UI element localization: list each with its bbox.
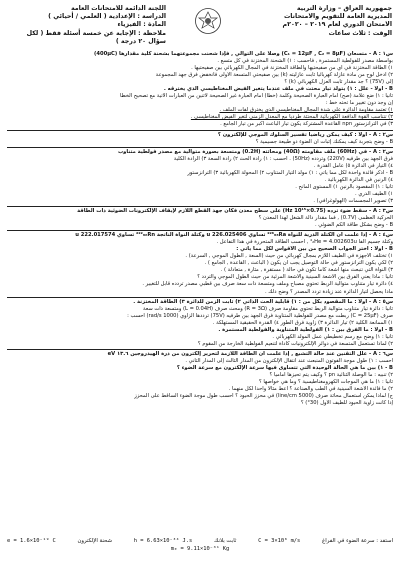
question-line: إن وجد دون تغيير ما تحته خط : — [325, 100, 393, 107]
header-line: ملاحظة : الإجابة عن خمسة أسئلة فقط ( لكل سؤال ٢٠ درجة ) — [26, 29, 166, 45]
divider — [7, 230, 393, 231]
question-line: صرف (C = 25μF) ربطت مع مصدر للفولطية المتناوبة فرق الجهد بين طرفيه (75V) ترددها الزاوي (1000 rad/s) احسب : — [127, 312, 393, 319]
constant-planck: h = 6.63×10⁻³⁴ J.s — [133, 538, 193, 544]
question-line: ٣) النواة التي تنبعث منها أشعة كاما تكون في حالة ( مستقرة , مثارة , متعادلة ) . — [220, 267, 393, 274]
header-line: الامتحان الدوري لعام ٢٠١٩ – ٢٠٢٠م — [282, 21, 392, 29]
constant-electron-mass: mₑ = 9.11×10⁻³¹ Kg — [170, 545, 230, 552]
constants-intro: استفد : سرعة الضوء في الفراغ — [322, 538, 393, 544]
header-line: المادة : الفيزياء — [117, 21, 166, 29]
question-line: ماذا يحصل لتيار الدائرة عند زيادة تردد المصدر ؟ وضح ذلك . — [264, 288, 393, 295]
header-line: الوقت : ثلاث ساعات — [328, 29, 392, 37]
question-line: ٢) لكي يكون الترانزستور في حالة التوصيل يجب أن يكون ( الباعث , القاعدة , الجامع ) . — [204, 260, 393, 267]
question-line: ٣) تصوير المجسمات (الهولوغرافي) . — [313, 197, 393, 204]
question-line: وكتلة جسيم ألفا ⁴₂He = 4.002603u , احسب الطاقة المتحررة في هذا التفاعل . — [216, 239, 393, 246]
question-line: ١) تختلف الأجهزة في الطيف اللازم بمجال كهربائي من حيث (السعة , الطول الموجي , السرعة) . — [185, 253, 393, 260]
question-line: احسب : ١) طول موجة الفوتون المنبعث عند انتقال الإلكترون من المدار الثالث إلى المدار الثاني . — [185, 357, 393, 364]
header-ministry-block — [242, 5, 392, 38]
question-line: B - أولاً - علل : ١) يتولد تيار محتث في ملف عندما يتغير الفيض المغناطيسي الذي يخترقه . — [163, 86, 393, 93]
question-line: B - وضح بتجربة كيف يمكنك إثبات أن الضوء ذو طبيعة جسيمية ؟ — [255, 138, 393, 145]
exam-questions — [7, 51, 393, 407]
divider — [7, 130, 393, 131]
question-line: ١) الطاقة المختزنة في أي من صفيحتيها والطاقة المختزنة في المجال الكهربائي بين صفيحتيها . — [191, 65, 393, 72]
constant-speed-of-light: C = 3×10⁸ m/s — [258, 538, 301, 544]
question-line: س٢ : A - في (60Hz) ملف مقاومته (40Ω) ومحاثته (0.2H) ومتسعة بصورة متوالية مع مصدر فولطية متناوب — [117, 148, 393, 155]
question-line: ثانياً : ١) ضع علامة (صح) أمام العبارة الصحيحة وكلمة (خطأ) أمام العبارة غير الصحيحة لاثنين من العبارات الآتية مع تصحيح الخطأ — [119, 93, 393, 100]
question-line: ثانياً : ١) المقصود بالرنين ١) المستوى المانح . — [295, 183, 393, 190]
question-line: الحركية العظمى (0.7V) , فما مقدار دالة الشغل لهذا المعدن ؟ — [258, 215, 393, 222]
constant-label: شحنة الإلكترون — [77, 538, 113, 544]
constants-footer — [7, 538, 393, 553]
question-line: B - أولاً : ما الفرق بين : ١) الفولطية المتناوبة والفولطية المستمرة . — [218, 326, 393, 333]
question-line: س٦ : A - علل التقنين عند حالة التشبع , إذا علمت أن الطاقة اللازمة لتحرير إلكترون من ذرة الهيدروجين ١٣.٦ eV — [107, 350, 393, 357]
constants-row — [7, 538, 393, 546]
constant-electron-charge: e = 1.6×10⁻¹⁹ C — [7, 538, 56, 544]
question-line: س٢ : A - أولاً : كيف يمكن رياضياً تفسير السلوك الموجي للإلكترون ؟ — [217, 131, 393, 138]
question-line: ج) لماذا يمكن استعمال محاثة صرف (5000 line/cm) في محزز الحيود ؟ احسب طول موجة الضوء الساقط على المحزز — [134, 393, 393, 400]
question-line: ٤) دائرة تيار متناوب متوالية الربط تحتوي مصباح وملف ومتسعة ذات سعة صرف بين قطبي مصدر تردده قابل للتغيير . — [142, 281, 393, 288]
question-line: س٤ : A - إذا علمت أن الكتلة الذرية للنواة ²²⁶₈₈Ra تساوي 226.025406 u وكتلة النواة الناتجة ²²²₈₆Rn تساوي 222.017574 u — [75, 232, 393, 239]
header-line: اللجنة الدائمة للامتحانات العامة — [70, 5, 166, 12]
question-line: ٢) ادخل لوح من مادة عازلة كهربائياً ثابت عازليته (k) بين صفيحتي المتسعة الأولى فانخفض فرق جهد المجموعة — [155, 72, 393, 79]
question-line: س٥ : A - أولاً : ما المقصود بكل من : ١) قابلية الحث الذاتي ٢) ثابت الزمن للدائرة ٣) الطاقة المختزنة . — [133, 298, 393, 305]
question-line: ثانياً : ١) وضح مع رسم تخطيطي عمل المولد الكهربائي . — [272, 333, 393, 340]
question-line: فرق الجهد بين طرفيه (220V) وتردده (50Hz) . احسب : ١) رادة الحث ٢) رادة السعة ٣) الرادة الكلية — [173, 155, 393, 162]
question-line: بواسطة مصدر للفولطية المستمرة , فاحسب : ١) الشحنة المختزنة في كل متسع . — [217, 58, 393, 65]
divider — [7, 349, 393, 350]
header-committee-block — [8, 5, 166, 46]
question-line: ١) تعتمد مقاومة الدائرة على شدة المجال المغناطيسي الذي يخترق لفات الملف . — [219, 107, 393, 114]
divider — [7, 297, 393, 298]
header-line: المديرية العامة للتقويم والامتحانات — [283, 13, 392, 21]
question-line: س١ : A - متسعان (C₁ = 12μF , C₂ = 8μF) وصلا على التوالي , فإذا شحنت مجموعتهما بشحنة كلية مقدارها (400μC) — [94, 51, 393, 57]
constants-row — [7, 546, 393, 554]
question-line: ثانياً : ماذا يعني الفرق بين الأشعة السينية والأشعة المرئية من حيث الطول الموجي والتردد ؟ — [197, 274, 393, 281]
question-line: B - اذكر فائدة واحدة لكل مما يأتي : ١) مولد التيار المتناوب ٢) المحولة الكهربائية ٣) الترانزستور — [187, 169, 393, 176]
divider — [7, 147, 393, 148]
exam-header — [8, 5, 392, 51]
question-line: ١) الممانعة الكلية ٢) تيار الدائرة ٣) زاوية فرق الطور ٤) القدرة الحقيقية المستهلكة . — [212, 319, 393, 326]
divider — [7, 206, 393, 207]
question-line: ١) الطيف الذري . — [355, 190, 393, 197]
question-line: ٣) في الترانزستور npn القاعدة المشتركة يكون تيار الباعث أكبر من تيار الجامع . — [220, 121, 393, 128]
question-line: B - ١) بين ما هي الحالة الوحيدة التي تتساوى فيها سرعة الإلكترون مع سرعة الضوء ؟ — [176, 364, 393, 371]
iraq-emblem-icon — [194, 7, 222, 35]
question-line: ٢) تتناسب القوة الدافعة الكهربائية المحتثة طردياً مع المعدل الزمني لتغير الفيض المغناطيسي . — [190, 114, 393, 121]
question-line: B - أولاً : اختر الجواب الصحيح من بين الأقواس لكل مما يأتي : — [236, 246, 393, 253]
header-line: الدراسة : الإعدادية ( العلمي / أحيائي ) — [48, 13, 166, 21]
constant-label: ثابت بلانك — [213, 538, 237, 544]
question-line: إلى (75V) ؟ جد مقدار ثابت العزل الكهربائي (k) ؟ — [284, 79, 393, 86]
question-line: B - وضح بشكل طاقة الكم الضوئي . — [314, 222, 393, 229]
question-line: ٢) ما فائدة الأشعة السينية في الطب والصناعة ؟ أعط مثالاً واحداً لكل منهما . — [228, 386, 393, 393]
question-line: ثانياً : ١) ما هي الموجات الكهرومغناطيسية ؟ وما هي خواصها ؟ — [259, 379, 393, 386]
header-line: جمهورية العراق – وزارة التربية — [296, 5, 392, 12]
question-line: ٢) تنبيه : ما الوصلة الثنائية pn ؟ وكيف يتم تحيزها أمامياً ؟ — [269, 372, 393, 379]
question-line: ٤) الرنين في الدائرة الكهربائية . — [324, 176, 393, 183]
question-line: إذا كانت زاوية الحيود للطيف الأول (30°) ؟ — [300, 400, 393, 407]
question-line: س٣ : A - سقط ضوء ترده (0.75×10¹⁵ Hz) على سطح معدن فكان جهد القطع اللازم لإيقاف الإلكترونات الضوئية ذات الطاقة — [77, 207, 393, 214]
question-line: ٤) التيار في الدائرة ٥) عامل القدرة . — [313, 162, 393, 169]
question-line: ٢) لماذا تستعمل المتسعة في دوائر الإلكترونيات كأداة لتنعيم الفولطية الخارجة من المقوم ؟ — [197, 340, 393, 347]
question-line: ثانياً : دائرة تيار متناوب متوالية الربط تحتوي مقاومة صرف (R = 3Ω) ومحث صرف (L = 0.04H) ومتسعة ذات سعة — [143, 305, 393, 312]
